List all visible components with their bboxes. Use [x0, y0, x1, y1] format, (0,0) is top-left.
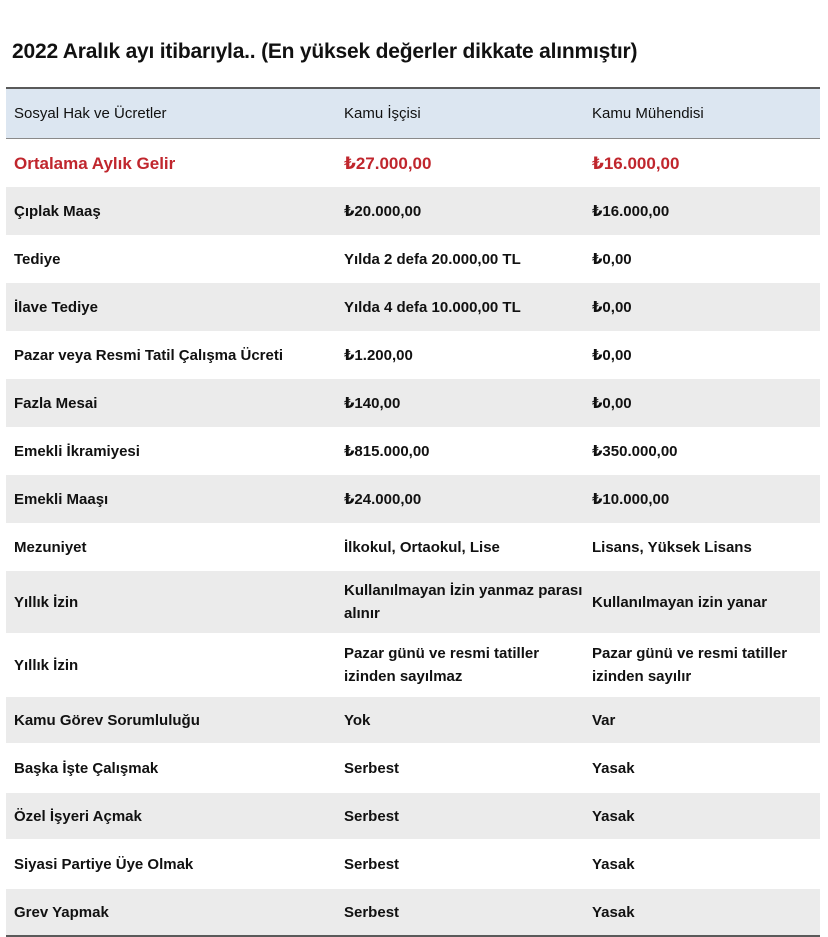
table-row [6, 378, 820, 427]
row-label: Fazla Mesai [14, 394, 98, 412]
table-row [6, 235, 820, 282]
worker-value: Serbest [344, 903, 400, 921]
worker-value: Kullanılmayan İzin yanmaz parası alınır [344, 582, 583, 622]
table-row [6, 888, 820, 935]
header-cell-public-engineer: Kamu Mühendisi [592, 105, 704, 122]
comparison-table [6, 87, 820, 937]
worker-value: ₺20.000,00 [344, 202, 422, 220]
row-label: Emekli Maaşı [14, 490, 109, 508]
engineer-value: ₺10.000,00 [592, 490, 670, 508]
engineer-value: ₺350.000,00 [592, 442, 678, 460]
table-row [6, 282, 820, 331]
row-label: Ortalama Aylık Gelir [14, 153, 176, 173]
row-label: Emekli İkramiyesi [14, 442, 140, 460]
engineer-value: Lisans, Yüksek Lisans [592, 538, 752, 556]
table-row [6, 474, 820, 523]
worker-value: Serbest [344, 855, 400, 873]
worker-value: Yok [344, 711, 371, 729]
row-label: Kamu Görev Sorumluluğu [14, 711, 200, 729]
worker-value: Serbest [344, 759, 400, 777]
engineer-value: Var [592, 711, 616, 729]
engineer-value: Yasak [592, 759, 635, 777]
row-label: Siyasi Partiye Üye Olmak [14, 855, 194, 873]
table-row [6, 743, 820, 792]
row-label: Mezuniyet [14, 538, 87, 556]
row-label: Tediye [14, 250, 61, 268]
worker-value: ₺815.000,00 [344, 442, 430, 460]
row-label: Çıplak Maaş [14, 202, 101, 220]
row-label: Yıllık İzin [14, 593, 79, 611]
table-row [6, 839, 820, 888]
engineer-value: Yasak [592, 807, 635, 825]
table-row [6, 139, 820, 186]
row-label: İlave Tediye [14, 298, 98, 316]
page-title: 2022 Aralık ayı itibarıyla.. (En yüksek değerler dikkate alınmıştır) [12, 40, 638, 63]
table-row [6, 633, 820, 696]
table-row [6, 523, 820, 570]
worker-value: ₺27.000,00 [344, 153, 432, 173]
engineer-value: ₺0,00 [592, 250, 632, 268]
worker-value: Yılda 2 defa 20.000,00 TL [344, 250, 521, 268]
table-row [6, 427, 820, 474]
engineer-value: Yasak [592, 855, 635, 873]
worker-value: Yılda 4 defa 10.000,00 TL [344, 298, 521, 316]
engineer-value: Pazar günü ve resmi tatiller izinden sayılır [592, 645, 788, 685]
engineer-value: ₺16.000,00 [592, 202, 670, 220]
table-row [6, 696, 820, 743]
engineer-value: ₺0,00 [592, 394, 632, 412]
header-cell-benefits: Sosyal Hak ve Ücretler [14, 105, 167, 122]
engineer-value: ₺16.000,00 [592, 153, 680, 173]
header-cell-public-worker: Kamu İşçisi [344, 105, 421, 122]
worker-value: Serbest [344, 807, 400, 825]
row-label: Yıllık İzin [14, 656, 79, 674]
row-label: Pazar veya Resmi Tatil Çalışma Ücreti [14, 346, 284, 364]
table-row [6, 792, 820, 839]
worker-value: ₺140,00 [344, 394, 401, 412]
engineer-value: Yasak [592, 903, 635, 921]
row-label: Özel İşyeri Açmak [14, 807, 142, 825]
table-header-row [6, 89, 820, 139]
row-label: Grev Yapmak [14, 903, 109, 921]
worker-value: ₺24.000,00 [344, 490, 422, 508]
engineer-value: ₺0,00 [592, 346, 632, 364]
row-label: Başka İşte Çalışmak [14, 759, 159, 777]
engineer-value: ₺0,00 [592, 298, 632, 316]
worker-value: Pazar günü ve resmi tatiller izinden sayılmaz [344, 645, 540, 685]
worker-value: İlkokul, Ortaokul, Lise [344, 538, 500, 556]
table-row [6, 331, 820, 378]
engineer-value: Kullanılmayan izin yanar [592, 593, 768, 611]
table-row [6, 570, 820, 633]
worker-value: ₺1.200,00 [344, 346, 413, 364]
table-row [6, 186, 820, 235]
